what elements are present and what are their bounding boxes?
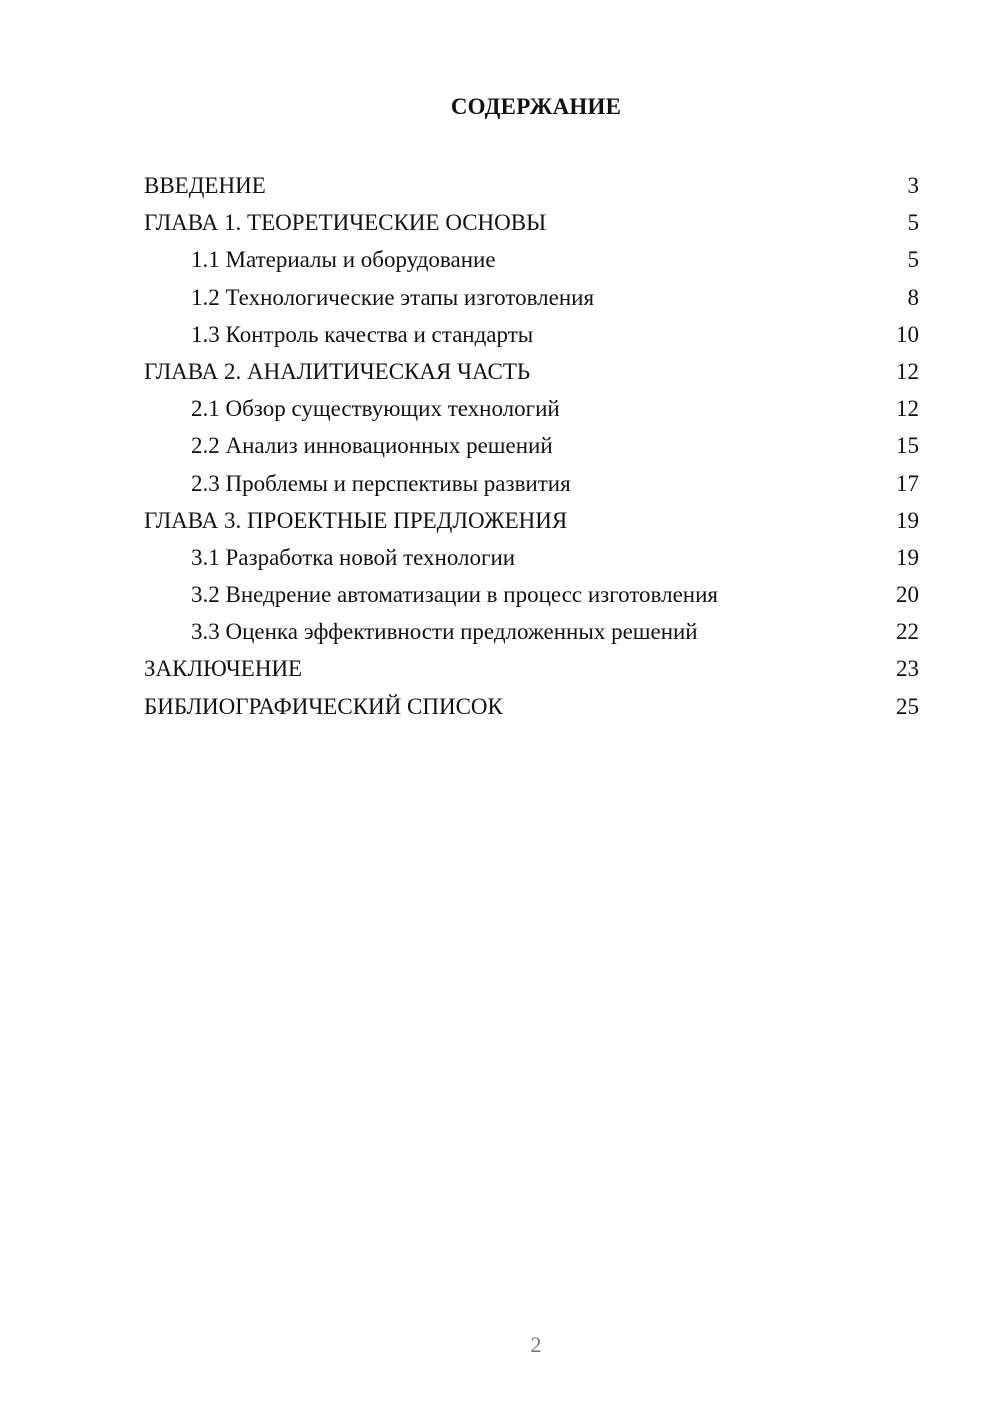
toc-entry-label: ГЛАВА 3. ПРОЕКТНЫЕ ПРЕДЛОЖЕНИЯ	[144, 507, 568, 533]
toc-entry-label: 1.1 Материалы и оборудование	[191, 247, 496, 273]
toc-entry	[144, 390, 919, 427]
toc-entry-page: 19	[896, 544, 919, 570]
toc-entry-page: 12	[896, 358, 919, 384]
page-number: 2	[530, 1332, 542, 1357]
toc-entry-label: ГЛАВА 2. АНАЛИТИЧЕСКАЯ ЧАСТЬ	[144, 358, 531, 384]
toc-entry	[144, 241, 919, 278]
toc-entry-label: ВВЕДЕНИЕ	[144, 173, 266, 198]
table-of-contents	[144, 167, 919, 725]
toc-entry-label: 3.2 Внедрение автоматизации в процесс изготовления	[191, 582, 719, 608]
toc-entry	[144, 204, 919, 241]
toc-entry-page: 25	[896, 693, 919, 719]
toc-entry-page: 12	[896, 396, 919, 422]
toc-entry-page: 8	[907, 284, 919, 310]
toc-entry-label: 2.2 Анализ инновационных решений	[191, 433, 553, 459]
toc-entry-page: 15	[896, 433, 919, 459]
toc-entry	[144, 688, 919, 725]
toc-entry-page: 20	[896, 582, 919, 608]
toc-entry-label: 2.1 Обзор существующих технологий	[191, 396, 560, 422]
toc-entry	[144, 576, 919, 613]
toc-entry-page: 23	[896, 656, 919, 682]
toc-entry-label: 2.3 Проблемы и перспективы развития	[191, 470, 571, 496]
toc-entry-label: 3.1 Разработка новой технологии	[191, 544, 516, 570]
toc-entry	[144, 650, 919, 687]
toc-entry	[144, 279, 919, 316]
toc-entry-label: 1.3 Контроль качества и стандарты	[191, 321, 534, 347]
toc-entry-page: 5	[907, 247, 919, 273]
toc-entry	[144, 353, 919, 390]
toc-entry-page: 5	[907, 210, 919, 236]
toc-entry	[144, 613, 919, 650]
toc-entry	[144, 427, 919, 464]
toc-entry	[144, 167, 919, 204]
toc-entry	[144, 539, 919, 576]
toc-entry	[144, 465, 919, 502]
toc-title: СОДЕРЖАНИЕ	[450, 94, 622, 119]
toc-entry-page: 22	[896, 619, 919, 645]
toc-entry-page: 10	[896, 321, 919, 347]
toc-entry	[144, 502, 919, 539]
toc-entry	[144, 316, 919, 353]
toc-entry-label: ЗАКЛЮЧЕНИЕ	[144, 656, 303, 682]
toc-entry-label: ГЛАВА 1. ТЕОРЕТИЧЕСКИЕ ОСНОВЫ	[144, 210, 547, 236]
toc-entry-label: 1.2 Технологические этапы изготовления	[191, 284, 595, 310]
toc-entry-page: 3	[907, 173, 919, 198]
toc-entry-page: 19	[896, 507, 919, 533]
toc-entry-label: БИБЛИОГРАФИЧЕСКИЙ СПИСОК	[144, 693, 503, 719]
toc-entry-label: 3.3 Оценка эффективности предложенных решений	[191, 619, 698, 645]
toc-entry-page: 17	[896, 470, 919, 496]
